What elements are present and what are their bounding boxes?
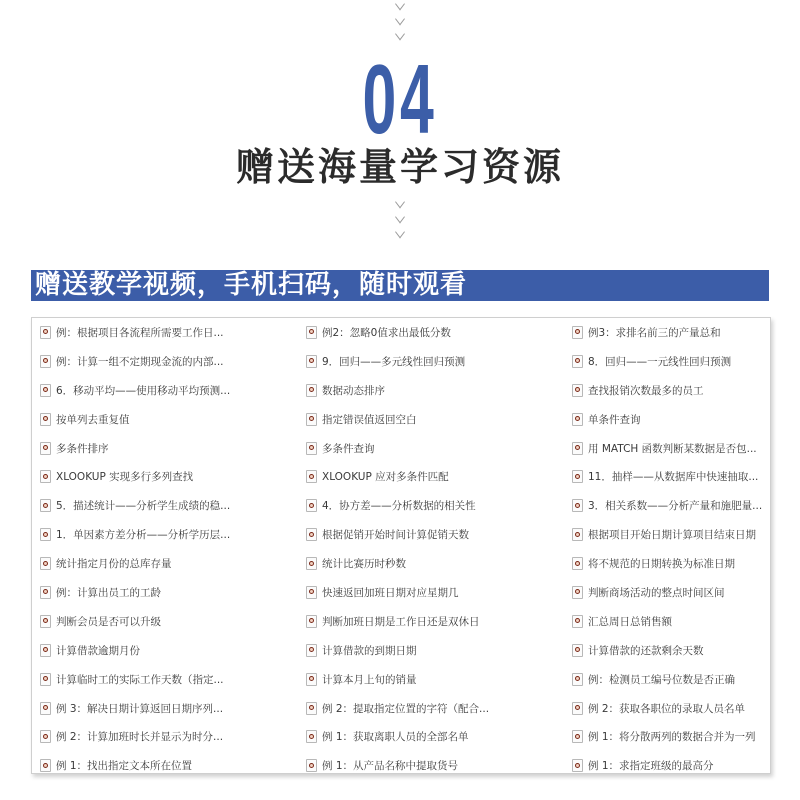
video-file-icon xyxy=(40,702,51,715)
list-item-label: 例 3：解决日期计算返回日期序列... xyxy=(56,702,224,715)
list-item-label: 4．协方差——分析数据的相关性 xyxy=(322,500,476,513)
list-item[interactable] xyxy=(572,520,762,549)
video-file-icon xyxy=(40,326,51,339)
video-file-icon xyxy=(40,470,51,483)
list-item[interactable] xyxy=(40,491,230,520)
list-item[interactable] xyxy=(306,578,489,607)
list-item[interactable] xyxy=(306,434,489,463)
video-file-icon xyxy=(572,557,583,570)
list-item-label: XLOOKUP 应对多条件匹配 xyxy=(322,471,449,484)
list-item-label: 单条件查询 xyxy=(588,413,641,426)
list-item-label: 例2：忽略0值求出最低分数 xyxy=(322,326,451,339)
list-item-label: 多条件排序 xyxy=(56,442,109,455)
list-item[interactable] xyxy=(306,405,489,434)
list-item-label: 例 2：获取各职位的录取人员名单 xyxy=(588,702,746,715)
list-item[interactable] xyxy=(572,434,762,463)
video-file-icon xyxy=(306,413,317,426)
list-item[interactable] xyxy=(306,636,489,665)
video-file-icon xyxy=(40,673,51,686)
video-file-icon xyxy=(40,384,51,397)
video-file-icon xyxy=(306,673,317,686)
list-item[interactable] xyxy=(572,578,762,607)
list-item[interactable] xyxy=(40,462,230,491)
video-file-icon xyxy=(40,355,51,368)
list-item[interactable] xyxy=(40,405,230,434)
video-file-icon xyxy=(306,644,317,657)
list-item[interactable] xyxy=(306,491,489,520)
list-item[interactable] xyxy=(40,607,230,636)
list-item-label: 例 1：从产品名称中提取货号 xyxy=(322,760,459,773)
list-item[interactable] xyxy=(40,434,230,463)
list-item[interactable] xyxy=(572,694,762,723)
list-item[interactable] xyxy=(572,722,762,751)
banner-text: 赠送教学视频，手机扫码，随时观看 xyxy=(35,270,468,300)
list-item[interactable] xyxy=(40,549,230,578)
list-item-label: 统计比赛历时秒数 xyxy=(322,558,406,571)
list-item-label: 计算借款的到期日期 xyxy=(322,644,417,657)
video-file-icon xyxy=(572,759,583,772)
video-file-icon xyxy=(306,442,317,455)
list-item[interactable] xyxy=(306,549,489,578)
video-file-icon xyxy=(306,470,317,483)
list-item-label: 判断会员是否可以升级 xyxy=(56,615,161,628)
video-file-icon xyxy=(306,528,317,541)
list-item-label: 按单列去重复值 xyxy=(56,413,130,426)
video-file-icon xyxy=(40,499,51,512)
chevron-down-icon xyxy=(395,202,405,209)
list-item-label: 计算临时工的实际工作天数（指定... xyxy=(56,673,224,686)
list-item[interactable] xyxy=(306,751,489,780)
list-item[interactable] xyxy=(40,636,230,665)
chevron-down-icon xyxy=(395,217,405,224)
list-item-label: 判断加班日期是工作日还是双休日 xyxy=(322,615,480,628)
list-item[interactable] xyxy=(572,405,762,434)
list-item[interactable] xyxy=(572,636,762,665)
list-item[interactable] xyxy=(306,665,489,694)
list-item[interactable] xyxy=(40,722,230,751)
list-item-label: 例：计算一组不定期现金流的内部... xyxy=(56,355,224,368)
list-item[interactable] xyxy=(306,376,489,405)
list-item[interactable] xyxy=(306,607,489,636)
list-item[interactable] xyxy=(572,751,762,780)
list-item-label: 3．相关系数——分析产量和施肥量... xyxy=(588,500,763,513)
section-number: 04 xyxy=(362,44,438,154)
list-item-label: 快速返回加班日期对应星期几 xyxy=(322,586,459,599)
list-item-label: 11．抽样——从数据库中快速抽取... xyxy=(588,471,759,484)
list-item-label: 例：根据项目各流程所需要工作日... xyxy=(56,326,224,339)
video-file-icon xyxy=(306,499,317,512)
video-file-icon xyxy=(572,384,583,397)
list-item[interactable] xyxy=(572,607,762,636)
video-file-icon xyxy=(572,615,583,628)
video-file-icon xyxy=(40,442,51,455)
video-file-icon xyxy=(40,528,51,541)
video-file-icon xyxy=(40,615,51,628)
video-file-icon xyxy=(572,499,583,512)
resource-column-3 xyxy=(572,318,762,780)
list-item-label: 指定错误值返回空白 xyxy=(322,413,417,426)
list-item[interactable] xyxy=(306,694,489,723)
list-item[interactable] xyxy=(572,665,762,694)
list-item-label: 例 1：获取离职人员的全部名单 xyxy=(322,731,469,744)
list-item-label: XLOOKUP 实现多行多列查找 xyxy=(56,471,194,484)
list-item-label: 例 2：计算加班时长并显示为时分... xyxy=(56,731,224,744)
list-item-label: 用 MATCH 函数判断某数据是否包... xyxy=(588,442,757,455)
video-file-icon xyxy=(306,326,317,339)
list-item-label: 5．描述统计——分析学生成绩的稳... xyxy=(56,500,231,513)
resource-column-1 xyxy=(40,318,230,780)
video-file-icon xyxy=(572,644,583,657)
video-file-icon xyxy=(306,759,317,772)
list-item-label: 统计指定月份的总库存量 xyxy=(56,558,172,571)
video-file-icon xyxy=(572,355,583,368)
page-title: 赠送海量学习资源 xyxy=(235,145,564,189)
list-item-label: 例：计算出员工的工龄 xyxy=(56,586,161,599)
list-item[interactable] xyxy=(572,318,762,347)
list-item-label: 查找报销次数最多的员工 xyxy=(588,384,704,397)
section-banner xyxy=(31,270,769,301)
list-item[interactable] xyxy=(572,549,762,578)
list-item-label: 计算借款的还款剩余天数 xyxy=(588,644,704,657)
chevron-down-group-top xyxy=(0,2,800,47)
list-item[interactable] xyxy=(40,520,230,549)
list-item[interactable] xyxy=(306,347,489,376)
list-item[interactable] xyxy=(572,462,762,491)
video-file-icon xyxy=(40,557,51,570)
chevron-down-icon xyxy=(395,19,405,26)
video-file-icon xyxy=(572,673,583,686)
list-item[interactable] xyxy=(306,722,489,751)
chevron-down-icon xyxy=(395,4,405,11)
video-file-icon xyxy=(306,615,317,628)
video-file-icon xyxy=(40,644,51,657)
video-file-icon xyxy=(40,413,51,426)
chevron-down-icon xyxy=(395,232,405,239)
list-item-label: 数据动态排序 xyxy=(322,384,385,397)
list-item[interactable] xyxy=(572,491,762,520)
list-item-label: 6．移动平均——使用移动平均预测... xyxy=(56,384,231,397)
chevron-down-icon xyxy=(395,34,405,41)
video-file-icon xyxy=(572,586,583,599)
list-item[interactable] xyxy=(306,520,489,549)
list-item-label: 根据项目开始日期计算项目结束日期 xyxy=(588,529,756,542)
list-item[interactable] xyxy=(306,462,489,491)
video-file-icon xyxy=(572,528,583,541)
video-file-icon xyxy=(306,384,317,397)
list-item-label: 9．回归——多元线性回归预测 xyxy=(322,355,466,368)
list-item[interactable] xyxy=(572,376,762,405)
list-item-label: 计算借款逾期月份 xyxy=(56,644,140,657)
list-item-label: 根据促销开始时间计算促销天数 xyxy=(322,529,469,542)
video-file-icon xyxy=(306,557,317,570)
video-file-icon xyxy=(306,355,317,368)
video-file-icon xyxy=(40,759,51,772)
list-item-label: 汇总周日总销售额 xyxy=(588,615,672,628)
video-file-icon xyxy=(40,730,51,743)
video-file-icon xyxy=(306,702,317,715)
list-item[interactable] xyxy=(40,751,230,780)
list-item[interactable] xyxy=(40,347,230,376)
chevron-down-group-bottom xyxy=(0,200,800,245)
list-item-label: 计算本月上旬的销量 xyxy=(322,673,417,686)
list-item-label: 例 1：求指定班级的最高分 xyxy=(588,760,714,773)
list-item[interactable] xyxy=(40,578,230,607)
list-item-label: 例 1：将分散两列的数据合并为一列 xyxy=(588,731,756,744)
video-file-icon xyxy=(572,470,583,483)
resource-list-panel xyxy=(31,317,771,774)
list-item-label: 8．回归——一元线性回归预测 xyxy=(588,355,732,368)
list-item-label: 将不规范的日期转换为标准日期 xyxy=(588,558,735,571)
video-file-icon xyxy=(572,413,583,426)
list-item-label: 例 2：提取指定位置的字符（配合... xyxy=(322,702,490,715)
list-item[interactable] xyxy=(40,376,230,405)
resource-column-2 xyxy=(306,318,489,780)
list-item[interactable] xyxy=(40,318,230,347)
list-item-label: 1．单因素方差分析——分析学历层... xyxy=(56,529,231,542)
list-item-label: 例3：求排名前三的产量总和 xyxy=(588,326,721,339)
video-file-icon xyxy=(572,702,583,715)
video-file-icon xyxy=(306,586,317,599)
list-item[interactable] xyxy=(40,665,230,694)
video-file-icon xyxy=(572,730,583,743)
list-item-label: 多条件查询 xyxy=(322,442,375,455)
list-item[interactable] xyxy=(572,347,762,376)
list-item[interactable] xyxy=(40,694,230,723)
list-item-label: 例 1：找出指定文本所在位置 xyxy=(56,760,193,773)
video-file-icon xyxy=(572,326,583,339)
video-file-icon xyxy=(306,730,317,743)
list-item-label: 例：检测员工编号位数是否正确 xyxy=(588,673,735,686)
list-item-label: 判断商场活动的整点时间区间 xyxy=(588,586,725,599)
list-item[interactable] xyxy=(306,318,489,347)
video-file-icon xyxy=(572,442,583,455)
video-file-icon xyxy=(40,586,51,599)
